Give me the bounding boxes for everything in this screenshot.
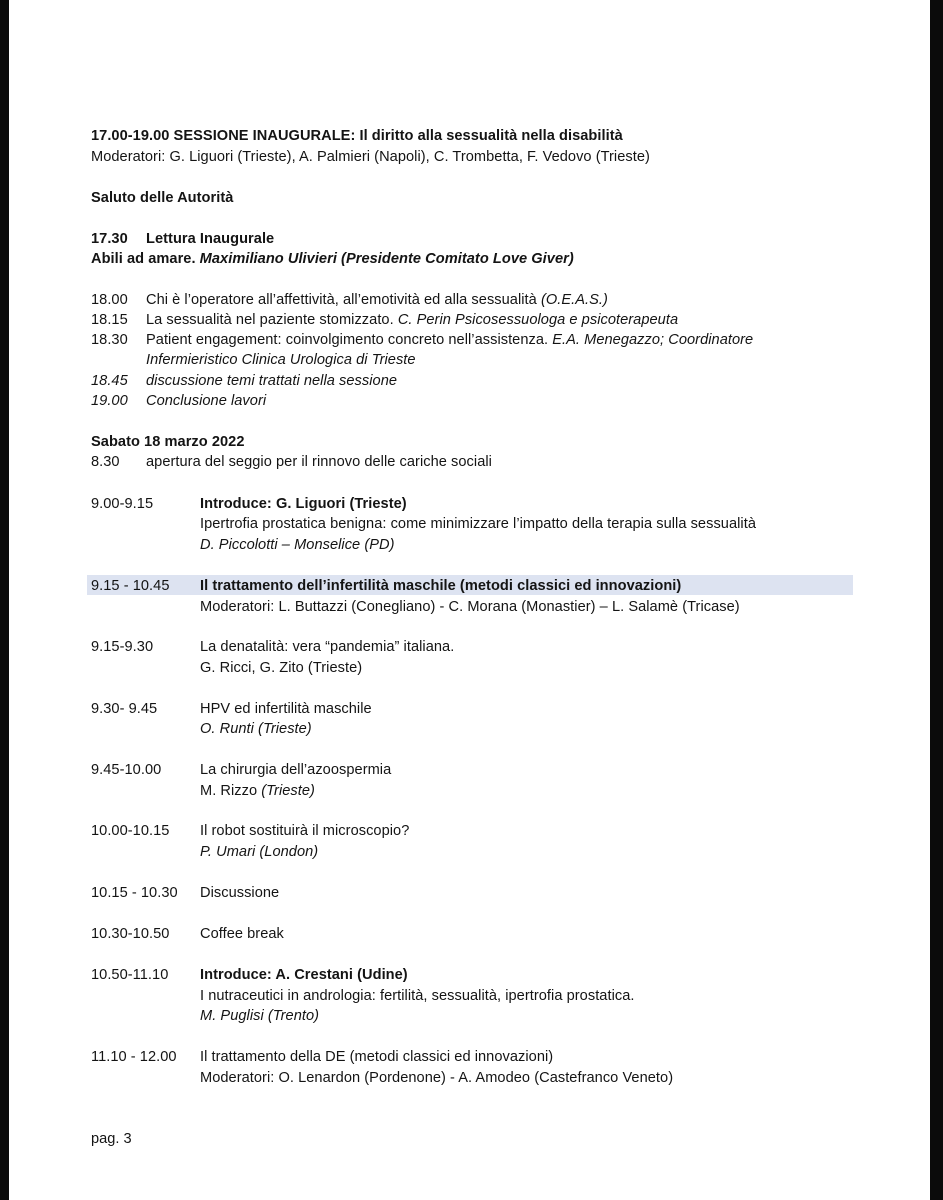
schedule-time: 11.10 - 12.00 xyxy=(91,1049,177,1065)
authorities-greeting: Saluto delle Autorità xyxy=(91,190,234,206)
schedule-title: Discussione xyxy=(200,885,280,901)
page-number: pag. 3 xyxy=(91,1131,132,1147)
schedule-time: 10.15 - 10.30 xyxy=(91,885,178,901)
opening-time: 8.30 xyxy=(91,454,120,470)
schedule-speaker: P. Umari (London) xyxy=(200,844,319,860)
schedule-title: La denatalità: vera “pandemia” italiana. xyxy=(200,639,455,655)
lecture-intro: Abili ad amare. xyxy=(91,251,200,267)
schedule-title: Il robot sostituirà il microscopio? xyxy=(200,823,410,839)
right-frame-edge xyxy=(930,0,943,1200)
saturday-date: Sabato 18 marzo 2022 xyxy=(91,434,245,450)
lecture-line xyxy=(91,249,574,269)
talk-text: Conclusione lavori xyxy=(146,393,267,409)
talk-speaker-continued: Infermieristico Clinica Urologica di Trieste xyxy=(146,352,416,368)
schedule-speaker: M. Puglisi (Trento) xyxy=(200,1008,320,1024)
schedule-time: 9.45-10.00 xyxy=(91,762,162,778)
talk-time: 19.00 xyxy=(91,393,128,409)
schedule-detail: Ipertrofia prostatica benigna: come minimizzare l’impatto della terapia sulla sessualità xyxy=(200,516,756,532)
inaugural-session-header: 17.00-19.00 SESSIONE INAUGURALE: Il diritto alla sessualità nella disabilità xyxy=(91,128,623,144)
talk-row xyxy=(91,310,678,330)
talk-text: La sessualità nel paziente stomizzato. xyxy=(146,312,398,328)
lecture-speaker: Maximiliano Ulivieri (Presidente Comitato Love Giver) xyxy=(199,251,574,267)
schedule-title: Introduce: A. Crestani (Udine) xyxy=(200,967,408,983)
opening-row xyxy=(91,452,492,472)
schedule-time: 9.30- 9.45 xyxy=(91,701,158,717)
schedule-title: La chirurgia dell’azoospermia xyxy=(200,762,392,778)
inaugural-moderators: Moderatori: G. Liguori (Trieste), A. Palmieri (Napoli), C. Trombetta, F. Vedovo (Trieste) xyxy=(91,149,650,165)
schedule-time: 10.00-10.15 xyxy=(91,823,170,839)
talk-speaker: E.A. Menegazzo; Coordinatore xyxy=(552,332,754,348)
schedule-title: Coffee break xyxy=(200,926,284,942)
schedule-title: Il trattamento dell’infertilità maschile (metodi classici ed innovazioni) xyxy=(200,578,682,594)
talk-row xyxy=(91,371,397,391)
talk-row xyxy=(91,290,608,310)
lecture-time: 17.30 xyxy=(91,231,128,247)
lecture-heading xyxy=(91,229,274,249)
talk-text: discussione temi trattati nella sessione xyxy=(146,373,398,389)
talk-time: 18.00 xyxy=(91,292,128,308)
schedule-detail: I nutraceutici in andrologia: fertilità, sessualità, ipertrofia prostatica. xyxy=(200,988,635,1004)
schedule-time: 9.15-9.30 xyxy=(91,639,154,655)
schedule-time: 10.30-10.50 xyxy=(91,926,170,942)
schedule-speaker: G. Ricci, G. Zito (Trieste) xyxy=(200,660,363,676)
schedule-speaker: O. Runti (Trieste) xyxy=(200,721,312,737)
schedule-speaker: D. Piccolotti – Monselice (PD) xyxy=(200,537,395,553)
schedule-title: Il trattamento della DE (metodi classici ed innovazioni) xyxy=(200,1049,554,1065)
talk-time: 18.30 xyxy=(91,332,128,348)
lecture-title: Lettura Inaugurale xyxy=(146,231,275,247)
speaker-city: (Trieste) xyxy=(261,783,315,799)
schedule-moderators: Moderatori: O. Lenardon (Pordenone) - A. Amodeo (Castefranco Veneto) xyxy=(200,1070,674,1086)
talk-speaker: C. Perin Psicosessuologa e psicoterapeuta xyxy=(397,312,679,328)
talk-text: Chi è l’operatore all’affettività, all’emotività ed alla sessualità xyxy=(146,292,541,308)
schedule-time: 9.15 - 10.45 xyxy=(91,578,170,594)
schedule-speaker xyxy=(200,781,315,801)
schedule-moderators: Moderatori: L. Buttazzi (Conegliano) - C. Morana (Monastier) – L. Salamè (Tricase) xyxy=(200,599,740,615)
left-frame-edge xyxy=(0,0,9,1200)
talk-speaker: (O.E.A.S.) xyxy=(540,292,608,308)
talk-text: Patient engagement: coinvolgimento concreto nell’assistenza. xyxy=(146,332,553,348)
talk-row xyxy=(91,391,266,411)
document-page xyxy=(9,0,930,1200)
talk-time: 18.45 xyxy=(91,373,128,389)
speaker-name: M. Rizzo xyxy=(200,783,262,799)
schedule-title: HPV ed infertilità maschile xyxy=(200,701,372,717)
opening-text: apertura del seggio per il rinnovo delle cariche sociali xyxy=(146,454,492,470)
talk-time: 18.15 xyxy=(91,312,128,328)
schedule-title: Introduce: G. Liguori (Trieste) xyxy=(200,496,407,512)
talk-row xyxy=(91,330,753,350)
schedule-time: 9.00-9.15 xyxy=(91,496,154,512)
schedule-time: 10.50-11.10 xyxy=(91,967,169,983)
